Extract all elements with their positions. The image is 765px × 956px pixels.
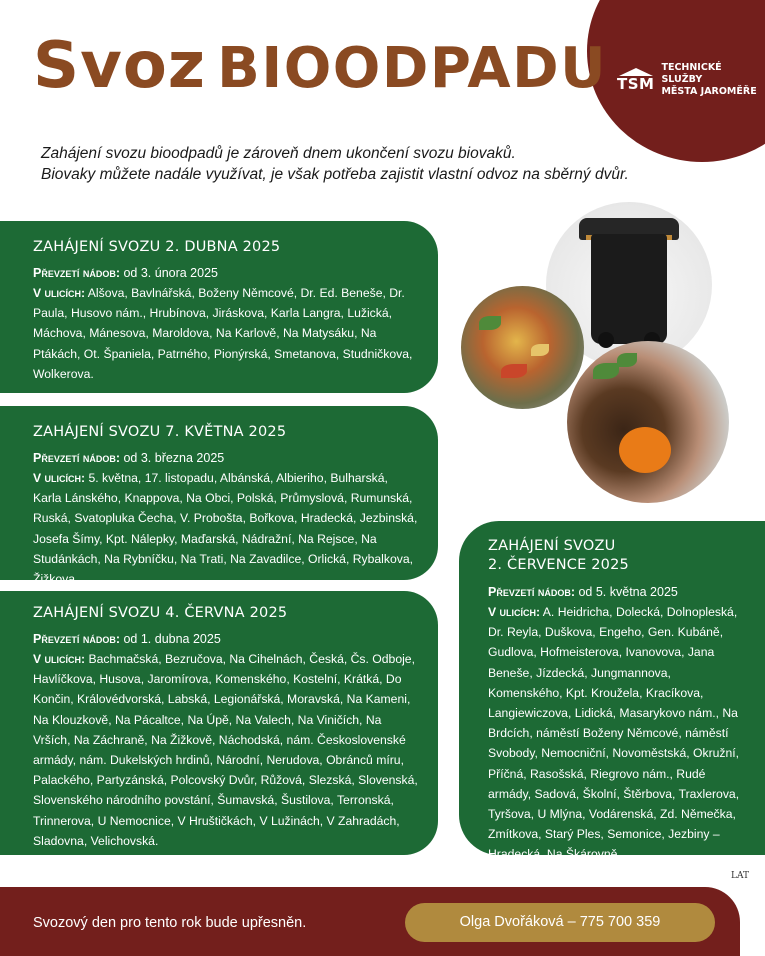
intro-line1: Zahájení svozu bioodpadů je zároveň dnem ukončení svozu biovaků. [41, 145, 516, 162]
streets-value: Alšova, Bavlnářská, Boženy Němcové, Dr. Ed. Beneše, Dr. Paula, Husovo nám., Hrubínova, Jiráskova, Karla Langra, Lužická, Máchova, Mánesova, Maroldova, Na Karlově, Na Matysáku, Na Ptákách, Ot. Španiela, Patrného, Pionýrská, Smetanova, Studničkova, Wolkerova. [33, 286, 413, 381]
page-title [33, 29, 608, 103]
compost-photo [567, 341, 729, 503]
pickup-value: od 3. února 2025 [123, 266, 218, 280]
streets-label: V ulicích: [33, 471, 86, 485]
streets-label: V ulicích: [33, 286, 86, 300]
pickup-label: Převzetí nádob: [488, 585, 575, 599]
street-list [33, 468, 418, 589]
schedule-title-line2: 2. ČERVENCE 2025 [488, 557, 629, 573]
title-part2: BIOODPADU [217, 36, 608, 101]
pickup-value: od 5. května 2025 [578, 585, 678, 599]
intro-line2: Biovaky můžete nadále využívat, je však potřeba zajistit vlastní odvoz na sběrný dvůr. [41, 166, 629, 183]
streets-label: V ulicích: [33, 652, 86, 666]
streets-value: A. Heidricha, Dolecká, Dolnopleská, Dr. Reyla, Duškova, Engeho, Gen. Kubáně, Gudlova, Hofmeisterova, Ivanovova, Jana Beneše, Jízdecká, Jungmannova, Komenského, Kpt. Kroužela, Kracíkova, Langiewiczova, Lidická, Masarykovo nám., Na Brdcích, náměstí Boženy Němcové, náměstí Svobody, Nemocniční, Novoměstská, Okružní, Příčná, Rasošská, Riegrovo nám., Rudé armády, Sadová, Školní, Štěrbova, Traxlerova, Tyršova, U Mlýna, Vodárenská, Zd. Němečka, Zmítkova, Starý Ples, Semonice, Jezbiny – Hradecká, Na Škárovně. [488, 605, 740, 862]
signature: LAT [731, 871, 749, 881]
schedule-panel-april [0, 221, 438, 393]
food-waste-photo [461, 286, 584, 409]
pickup-value: od 3. března 2025 [123, 451, 225, 465]
street-list [488, 602, 747, 865]
schedule-title: ZAHÁJENÍ SVOZU 2. DUBNA 2025 [33, 239, 281, 255]
streets-value: Bachmačská, Bezručova, Na Cihelnách, Česká, Čs. Odboje, Havlíčkova, Husova, Jaromírova, Komenského, Kostelní, Krátká, Do Končin, Královédvorská, Labská, Legionářská, Moravská, Na Kameni, Na Klouzkově, Na Pácaltce, Na Úpě, Na Valech, Na Viničích, Na Vrších, Na Záchraně, Na Žižkově, Náchodská, nám. Československé armády, nám. Dukelských hrdinů, Národní, Nerudova, Obránců míru, Palackého, Partyzánská, Polcovský Dvůr, Růžová, Slezská, Slovenská, Slovenského národního povstání, Šumavská, Šustilova, Terronská, Trinnerova, U Nemocnice, V Hruštičkách, V Lužinách, V Zahradách, Sladovna, Velichovská. [33, 652, 418, 848]
schedule-title-line1: ZAHÁJENÍ SVOZU [488, 538, 616, 554]
logo-line1: TECHNICKÉ SLUŽBY [661, 62, 722, 85]
schedule-panel-june [0, 591, 438, 855]
title-part1: Svoz [33, 29, 207, 103]
logo-mark: TSM [617, 75, 655, 93]
schedule-title: ZAHÁJENÍ SVOZU 4. ČERVNA 2025 [33, 605, 288, 621]
pickup-label: Převzetí nádob: [33, 266, 120, 280]
pickup-date [33, 629, 418, 649]
pickup-date [33, 448, 418, 468]
schedule-panel-may [0, 406, 438, 587]
streets-value: 5. května, 17. listopadu, Albánská, Albieriho, Bulharská, Karla Lánského, Knappova, Na Obci, Polská, Průmyslová, Rumunská, Ruská, Svatopluka Čecha, V. Proboštа, Bořkova, Hradecká, Jezbinská, Josefa Šímy, Kpt. Nálepky, Maďarská, Nádražní, Na Rejsce, Na Studánkách, Na Rybníčku, Na Trati, Na Zavadilce, Orlická, Rybalkova, Žižkova. [33, 471, 418, 587]
streets-label: V ulicích: [488, 605, 541, 619]
pickup-label: Převzetí nádob: [33, 632, 120, 646]
street-list [33, 283, 418, 384]
logo-line2: MĚSTA JAROMĚŘE [661, 86, 757, 97]
pickup-date [33, 263, 418, 283]
intro-text [41, 143, 629, 185]
pickup-label: Převzetí nádob: [33, 451, 120, 465]
footer-note: Svozový den pro tento rok bude upřesněn. [33, 915, 307, 931]
tsm-logo [617, 62, 765, 98]
pickup-date [488, 582, 747, 602]
house-icon [617, 68, 654, 92]
schedule-title: ZAHÁJENÍ SVOZU 7. KVĚTNA 2025 [33, 424, 287, 440]
pickup-value: od 1. dubna 2025 [123, 632, 221, 646]
contact-pill: Olga Dvořáková – 775 700 359 [405, 903, 715, 942]
schedule-panel-july [459, 521, 765, 862]
street-list [33, 649, 418, 851]
schedule-title [488, 537, 747, 575]
